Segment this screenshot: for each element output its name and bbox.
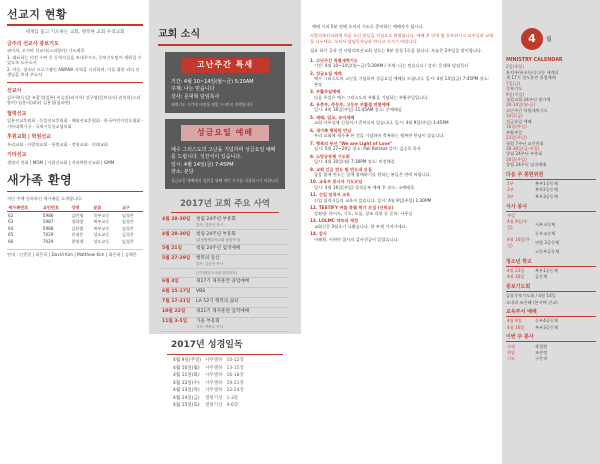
bible-row [171, 365, 246, 372]
class-label: 4월 23일 [507, 268, 525, 274]
food-value: 연합 3공동체 [535, 239, 560, 245]
schedule-table [161, 216, 289, 341]
cell: 복부교동 [93, 219, 110, 225]
calendar-entry: 중보기도 [506, 86, 523, 92]
bible-table [171, 358, 246, 410]
food-row [506, 219, 596, 231]
partners-heading: 협력선교 [7, 110, 27, 117]
schedule-row [161, 287, 289, 297]
calendar-title: MINISTRY CALENDAR [506, 58, 563, 63]
schedule-date [161, 269, 195, 278]
cell: 천영재 [71, 238, 84, 244]
table-header: 교구 [121, 205, 143, 212]
guide-line: 안내 : 신준헌 | 최은희 | David Kim | Matthew Kim | 최은희 | 김채은 [7, 249, 143, 257]
worship-label: 4월 9일 [507, 318, 522, 324]
staff-value: 곽경환 [535, 343, 548, 349]
cell: 임경은 [121, 219, 134, 225]
serve-label: 1부 [507, 181, 514, 187]
churches-heading: 후원교회 | 학원선교 [7, 134, 51, 141]
bible-row [171, 380, 246, 387]
partners-list: 일본선교후원회 · 독일선교후원회 · 해외선교후원회 · 한국어린이전도협회 · 기아대책기구 · 국제기독선교협의회 [7, 118, 143, 129]
schedule-row [161, 277, 289, 287]
announcement-title: 2. 성금요일 예배 [310, 70, 342, 76]
calendar-entry: 제 17기 전도훈련 졸업예배 [506, 75, 556, 81]
calendar-column [502, 0, 600, 464]
food-label: 4월 16일(주일) [507, 237, 531, 248]
schedule-title: 2017년 교회 주요 사역 [179, 198, 270, 209]
cell: 7029 [42, 232, 54, 238]
schedule-event-name: 청림 24주년 임직예배 [196, 246, 241, 252]
schedule-event-name: 청림 24주년 부흥회 [196, 231, 236, 237]
announcement-item [310, 154, 494, 165]
announcement-item [310, 58, 494, 69]
welcome-text: 지난 주에 등록하신 새가족을 소개합니다. [7, 196, 83, 202]
announcement-title: 9. 교회 긴급 전도 및 반도네 모집 [310, 166, 372, 172]
cell: 63 [8, 219, 14, 225]
missions-title: 선교지 현황 [7, 8, 67, 21]
schedule-event-name: VBS [196, 289, 206, 295]
bible-rule [167, 354, 283, 355]
food-value: 서부교동체 [535, 221, 556, 227]
schedule-event-sub: (분당할렐루야교회 담임목사) [196, 237, 241, 242]
good-friday-box [165, 119, 285, 188]
serve-value: 복부3공동체 [535, 193, 558, 199]
bible-chapters: 4-6장 [226, 403, 239, 409]
bible-date: 4월 12일(수) [173, 380, 200, 386]
bible-chapters: 22-24장 [226, 388, 244, 394]
serve-value: 복부2공동체 [535, 187, 558, 193]
calendar-entry: 2일(주일) [506, 64, 525, 70]
schedule-date: 5월 27-29일 [161, 254, 195, 269]
worship-label: 4월 16일 [507, 324, 525, 330]
announcement-body: 다음 주일은 예수 그리스도의 부활을 기념하는 부활주일입니다. [314, 94, 429, 100]
schedule-event-name: 행복의 동산 [196, 256, 220, 262]
staff-table [506, 343, 596, 362]
schedule-rule [171, 212, 279, 213]
staff-label: 찬양 [507, 350, 516, 356]
food-table [506, 213, 596, 255]
schedule-event [195, 287, 289, 297]
cell: 복부교동 [93, 225, 110, 231]
prayer-meeting-text: 금요중보기도회 / 4월 14일 [506, 293, 556, 299]
announcement-body: 기간: 4월 10~14일(월~금) 5:20AM / 주제: 나는 믿습니다 / 강사: 문대혁 담임목사 [314, 63, 469, 69]
schedule-event [195, 216, 289, 230]
table-header: 교인번호 [42, 205, 70, 212]
missionaries-list: 김수학(독일) 조광석(일본) 이승훈(러시아) 강구영(캄보디아) 권미희(스리랑카) 임용미(태국) 김용섭(필리핀) [7, 95, 141, 106]
schedule-row [161, 297, 289, 307]
bible-book: 사무엘하 [205, 358, 223, 364]
bible-book: 사무엘하 [205, 373, 223, 379]
dawn-period: 기간: 4월 10~14일(월~금) 5:20AM [171, 78, 254, 85]
worship-value: 복부3공동체 [535, 324, 558, 330]
cell: 목부교동 [93, 212, 110, 218]
good-friday-time: 일시: 4월 14일(금) 7:45PM [171, 161, 234, 168]
calendar-entry: 23일(주일) [506, 135, 527, 141]
calendar-entry: 창립 24주년 부흥회 [506, 151, 543, 157]
announcement-item [310, 115, 494, 126]
announcements-column [302, 0, 500, 464]
bible-chapters: 10-12장 [226, 358, 244, 364]
cell: 62 [8, 212, 14, 218]
schedule-event-sub: (인디펜던스교회 담임목사) [196, 270, 238, 275]
prayer-item: 1. 대표하는 비전 수련 중 동역자들을 보내주시고, 중보기도팀이 세워질 수 있도록 도우소서 [7, 54, 142, 66]
welcome-title: 새가족 환영 [7, 173, 73, 188]
staff-row [506, 356, 596, 362]
calendar-entry: 부활주일 [506, 129, 523, 135]
announcement-list [310, 58, 494, 242]
news-title: 교회 소식 [158, 29, 201, 40]
announcement-title: 13. LOLMC 약속과 재정 [310, 218, 359, 224]
table-row [7, 212, 143, 219]
cell: 성도교동 [93, 238, 110, 244]
dawn-prayer-banner: 고난주간 특새 [181, 58, 269, 73]
schedule-row [161, 244, 289, 254]
schedule-date: 4월 28-30일 [161, 230, 195, 245]
announcement-title: 4. 유충부, 중등부, 고등부 부활절 연합예배 [310, 101, 390, 107]
worship-row [506, 324, 596, 330]
prayer-heading: 금주의 선교사 중보기도 [7, 40, 59, 47]
schedule-row [161, 317, 289, 332]
missions-column [0, 0, 148, 464]
churches-list: 우리교회 · 사랑의교회 · 한빛교회 · 정원교회 · 미래교회 [7, 141, 108, 147]
cell: 임경은 [121, 238, 134, 244]
cell: 정하랑 [71, 219, 84, 225]
staff-value: 조현정 [535, 350, 548, 356]
announcement-body: 교회신문 3월호가 나왔습니다. 한 부씩 가져가세요. [314, 223, 407, 229]
good-friday-note: 성금요일 예배에서 성찬을 위해 개인 식기를 지참하시기 바랍니다 [171, 177, 279, 183]
staff-label: 사회 [507, 343, 516, 349]
announcement-title: 3. 부활주일예배 [310, 89, 341, 95]
calendar-entry: 청림교회 24주년 생가예 [506, 96, 551, 102]
bible-book: 열왕기상 [205, 395, 223, 401]
schedule-date: 6월 15-17일 [161, 287, 195, 297]
schedule-event-name: 제21기 제자훈련 입학예배 [196, 309, 250, 315]
bible-row [171, 387, 246, 394]
bible-row [171, 402, 246, 409]
calendar-entry: 30일(주일) [506, 156, 527, 162]
bible-date: 4월 14일(금) [173, 395, 200, 401]
schedule-event [195, 307, 289, 317]
announcement-body: 강좌명: 카이드, 기도, 도움, 창조 과학 등 문의: 사무실 [314, 210, 413, 216]
calendar-entry: 청림 7주년 교인총회 [506, 140, 544, 146]
announcement-item [310, 167, 494, 178]
bible-book: 열왕기상 [205, 403, 223, 409]
schedule-date: 7월 17-21일 [161, 297, 195, 307]
schedule-event-sub: 강사: 박한도 목사 [196, 325, 224, 330]
cell: 천재은 [71, 232, 84, 238]
bible-title: 2017년 성경일독 [171, 340, 243, 350]
prayer-meeting-heading: 중보기도회 [506, 284, 596, 292]
calendar-entry: 7일(금) [506, 80, 521, 86]
schedule-event-name: LA 52기 행복의 삶터 [196, 299, 239, 305]
calendar-entry: 창립 24주년 임직예배 [506, 162, 547, 168]
good-friday-place: 장소: 본당 [171, 169, 194, 176]
table-header: 성명 [70, 205, 92, 212]
welcome-highlight: 사랑의보산교회에 처음 오신 분들을 진심으로 환영합니다. 예배 후 안내 팀 등록하시고 교우들과 교제를 나누세요. 오셔서 담임목사님과 만나고 가시기 바랍니다. [310, 33, 494, 44]
announcement-item [310, 231, 494, 242]
announcement-item [310, 102, 494, 113]
announcement-item [310, 205, 494, 216]
food-heading: 식사 봉사 [506, 204, 596, 212]
announcement-title: 12. TESTIFY 여름 특별 학기 모집 (신학교) [310, 205, 394, 211]
calendar-entry: 14일(금) [506, 113, 523, 119]
schedule-event [195, 269, 289, 278]
food-value: 고등부공동체 [535, 248, 560, 254]
schedule-row [161, 216, 289, 230]
serve-label: 3부 [507, 193, 514, 199]
calendar-entry: 28-30일(금-주일) [506, 146, 540, 152]
schedule-event [195, 277, 289, 287]
schedule-event [195, 244, 289, 254]
announcement-body: 일시: 5월 27~29일 장소: Pali Retreat 강사: 김승욱 목사 [314, 146, 421, 152]
food-label [506, 248, 534, 254]
others-list: 생명의 전화 | MOM | 가위선교회 | 지유북한선교회 | GMM [7, 159, 115, 165]
bible-date: 4월 13일(목) [173, 388, 200, 394]
cell: 김한범 [71, 225, 84, 231]
title-rule [7, 24, 143, 26]
prayer-meeting-text: 오내과 조은혜 (본사택 선교) [506, 299, 558, 305]
schedule-event [195, 297, 289, 307]
cell: 성도교동 [93, 232, 110, 238]
announcement-title: 5. 세례, 입교, 유아세례 [310, 114, 355, 120]
bible-book: 사무엘하 [205, 380, 223, 386]
cell: 김민영 [71, 212, 84, 218]
cell: 5988 [42, 225, 54, 231]
food-label: 주일 [507, 212, 516, 218]
announcement-title: 14. 감사 [310, 231, 327, 237]
announcement-item [310, 218, 494, 229]
food-value: 동부교동체 [535, 230, 556, 236]
bible-chapters: 1-3장 [226, 395, 239, 401]
schedule-date: 6월 4일 [161, 277, 195, 287]
title-rule [158, 44, 292, 46]
calendar-entry: 고난주간 특별새벽기도 [506, 107, 548, 113]
cell: 65 [8, 232, 14, 238]
announcement-title: 7. 행복의 동산 "We are Light of Love" [310, 140, 393, 146]
schedule-date: 10월 22일 [161, 307, 195, 317]
schedule-row [161, 254, 289, 269]
month-label: 월 [546, 36, 552, 43]
announcement-title: 1. 고난주간 특별새벽기도 [310, 57, 358, 63]
bible-date: 4월 10일(월) [173, 365, 200, 371]
new-family-table [7, 205, 143, 245]
class-heading: 청소년 학교 [506, 259, 596, 267]
schedule-event [195, 230, 289, 245]
calendar-entry: 유치부/유초등/중고등 세례식 [506, 69, 559, 75]
cell: 5986 [42, 212, 54, 218]
class-label: 4월 30일 [507, 274, 525, 280]
dawn-speaker: 강사: 문대혁 담임목사 [171, 93, 220, 100]
bible-chapters: 13-15장 [226, 365, 244, 371]
dawn-note: 새벽기도 기간에 비전홀 매일 7시까지 진행합니다 [171, 102, 253, 108]
announcement-item [310, 192, 494, 203]
cell: 66 [8, 238, 14, 244]
dawn-prayer-box [165, 52, 285, 114]
dawn-theme: 주제: 나는 믿습니다 [171, 86, 215, 93]
bible-date: 4월 15일(토) [173, 403, 200, 409]
prayer-item: 2. 아동, 청소년 프로그램인 AWANA 사역을 시작하며, 이를 위한 리더 선생님을 보내 주소서 [7, 66, 140, 78]
bible-date: 4월 9일(주일) [173, 358, 202, 364]
others-heading: 기타선교 [7, 152, 27, 159]
schedule-event-sub: 강사: 김승욱 목사 [196, 223, 224, 228]
schedule-row [161, 307, 289, 317]
calendar-entry: 16일(주일) [506, 124, 527, 130]
missionaries-heading: 선교사 [7, 87, 22, 94]
bible-row [171, 395, 246, 402]
serve-table [506, 181, 596, 200]
good-friday-banner: 성금요일 예배 [181, 125, 269, 140]
announcement-item [310, 179, 494, 190]
worship-intro: 예배 시작 5분 전에 오셔서 기도로 준비하는 예배자가 됩시다. [312, 24, 424, 29]
announcement-item [310, 128, 494, 139]
bible-book: 사무엘하 [205, 388, 223, 394]
announcement-body: 일시: 4월 16일(주일) 성경공부 예배 후 장소: 소예배홀 [314, 184, 415, 190]
announcement-title: 6. 새가족 행복한 만남 [310, 127, 352, 133]
church-news-column [149, 0, 301, 464]
bible-chapters: 16-18장 [226, 373, 244, 379]
schedule-event-sub: 강사: 김승욱 목사 [196, 262, 224, 267]
divider [7, 82, 143, 83]
announcement-body: 일시: 4월 16일(주일) 11:45AM 장소: 중예배실 [314, 107, 402, 113]
schedule-date: 4월 28-30일 [161, 216, 195, 230]
staff-label: 기도 [507, 356, 516, 362]
serve-row [506, 193, 596, 199]
worship-table [506, 318, 596, 330]
announcement-item [310, 141, 494, 152]
cell: 임경은 [121, 212, 134, 218]
announcement-body: 신입 임직자들의 교육이 있습니다. 일시: 4월 9일(주일) 1:30PM [314, 197, 432, 203]
schedule-event [195, 254, 289, 269]
serve-value: 복부1공동체 [535, 181, 558, 187]
announcement-item [310, 71, 494, 87]
bible-row [171, 358, 246, 365]
good-friday-text: 예수 그리스도의 고난을 기념하며 성금요일 예배를 드립니다. 성찬식이 있습니다. [171, 146, 276, 161]
calendar-entry: 10-14일(월-금) [506, 102, 536, 108]
schedule-date: 5월 21일 [161, 244, 195, 254]
schedule-row [161, 269, 289, 278]
announcement-body: 꿈을 함께 만드는 일에 함께하기를 원하는 분들은 연락 바랍니다. [314, 171, 432, 177]
cell: 김경은 [121, 232, 134, 238]
worship-value: 동부4공동체 [535, 318, 558, 324]
calendar-entry: 9일(주일) [506, 91, 525, 97]
worship-heading: 교육부서 예배 [506, 309, 596, 317]
cell: 임경은 [121, 225, 134, 231]
bible-date: 4월 11일(화) [173, 373, 200, 379]
table-row [7, 238, 143, 244]
bible-row [171, 373, 246, 380]
cell: 7029 [42, 238, 54, 244]
class-value: 공동체 [535, 274, 548, 280]
calendar-entry: 성금요일 예배 [506, 118, 532, 124]
month-badge: 4 [521, 28, 543, 50]
announcement-body: 예수 그리스도의 고난을 기념하며 성금요일 예배를 드립니다. 일시: 4월 14일(금) 7:45PM 장소: 본당 [314, 76, 490, 87]
missions-intro: 세계를 품고 기도하는 교회, 행복한 교회 우리교회 [25, 29, 125, 35]
announcement-body: 일시: 4월 10일(월) 7:30PM 장소: 비전채플 [314, 159, 395, 165]
bible-chapters: 19-21장 [226, 380, 244, 386]
announcement-item [310, 89, 494, 100]
schedule-date: 11월 3-5일 [161, 317, 195, 332]
food-row [506, 237, 596, 249]
schedule-event [195, 317, 289, 332]
schedule-row [161, 230, 289, 245]
prayer-missionary: 권미희, 오지야 선교사(스리랑카) 기도제목 [7, 48, 85, 54]
schedule-event-name: 가을 부흥회 [196, 319, 220, 325]
bible-book: 사무엘하 [205, 365, 223, 371]
table-header: 분류 [92, 205, 120, 212]
class-row [506, 274, 596, 280]
cell: 64 [8, 225, 14, 231]
cell: 5987 [42, 219, 54, 225]
announcement-title: 11. 신입 임직자 교육 [310, 192, 351, 198]
staff-value: 구준혁 [535, 356, 548, 362]
serve-heading: 다음 주 봉헌위원 [506, 172, 596, 180]
food-row [506, 248, 596, 254]
staff-heading: 이번 주 봉사 [506, 334, 596, 342]
food-label: 4월 9일(주일) [507, 219, 528, 230]
schedule-event-name: 청림 24주년 부흥회 [196, 217, 236, 223]
calendar-list [506, 64, 596, 168]
bible-note: 필요 하신 공과 전 사랑의보산교회 성도는 9분 성경 1독을 합니다. 오늘은 2주일을 맞이합니다. [310, 48, 483, 54]
title-rule [7, 191, 143, 193]
schedule-event-name: 제17기 제자훈련 졸업예배 [196, 279, 250, 285]
announcement-title: 10. 교육부 봉사자 기도모임 [310, 179, 363, 185]
class-value: 복부1공동체 [535, 268, 558, 274]
announcement-body: 이혜원, 이현민 집사의 감사헌금이 있었습니다. [314, 236, 399, 242]
class-table [506, 268, 596, 280]
serve-label: 2부 [507, 187, 514, 193]
table-header: 세가족번호 [7, 205, 42, 212]
announcement-title: 8. 소망공동체 기도회 [310, 153, 350, 159]
announcement-body: 우리 교회에 새가족 된 것을 기념하며 축복하는 행복한 만남이 있습니다. [314, 133, 445, 139]
announcement-body: 교회 사무실에 신청서가 준비되어 있습니다. 일시: 4월 9일(주일) 1:45PM [314, 120, 449, 126]
bible-reading-box [149, 334, 301, 464]
